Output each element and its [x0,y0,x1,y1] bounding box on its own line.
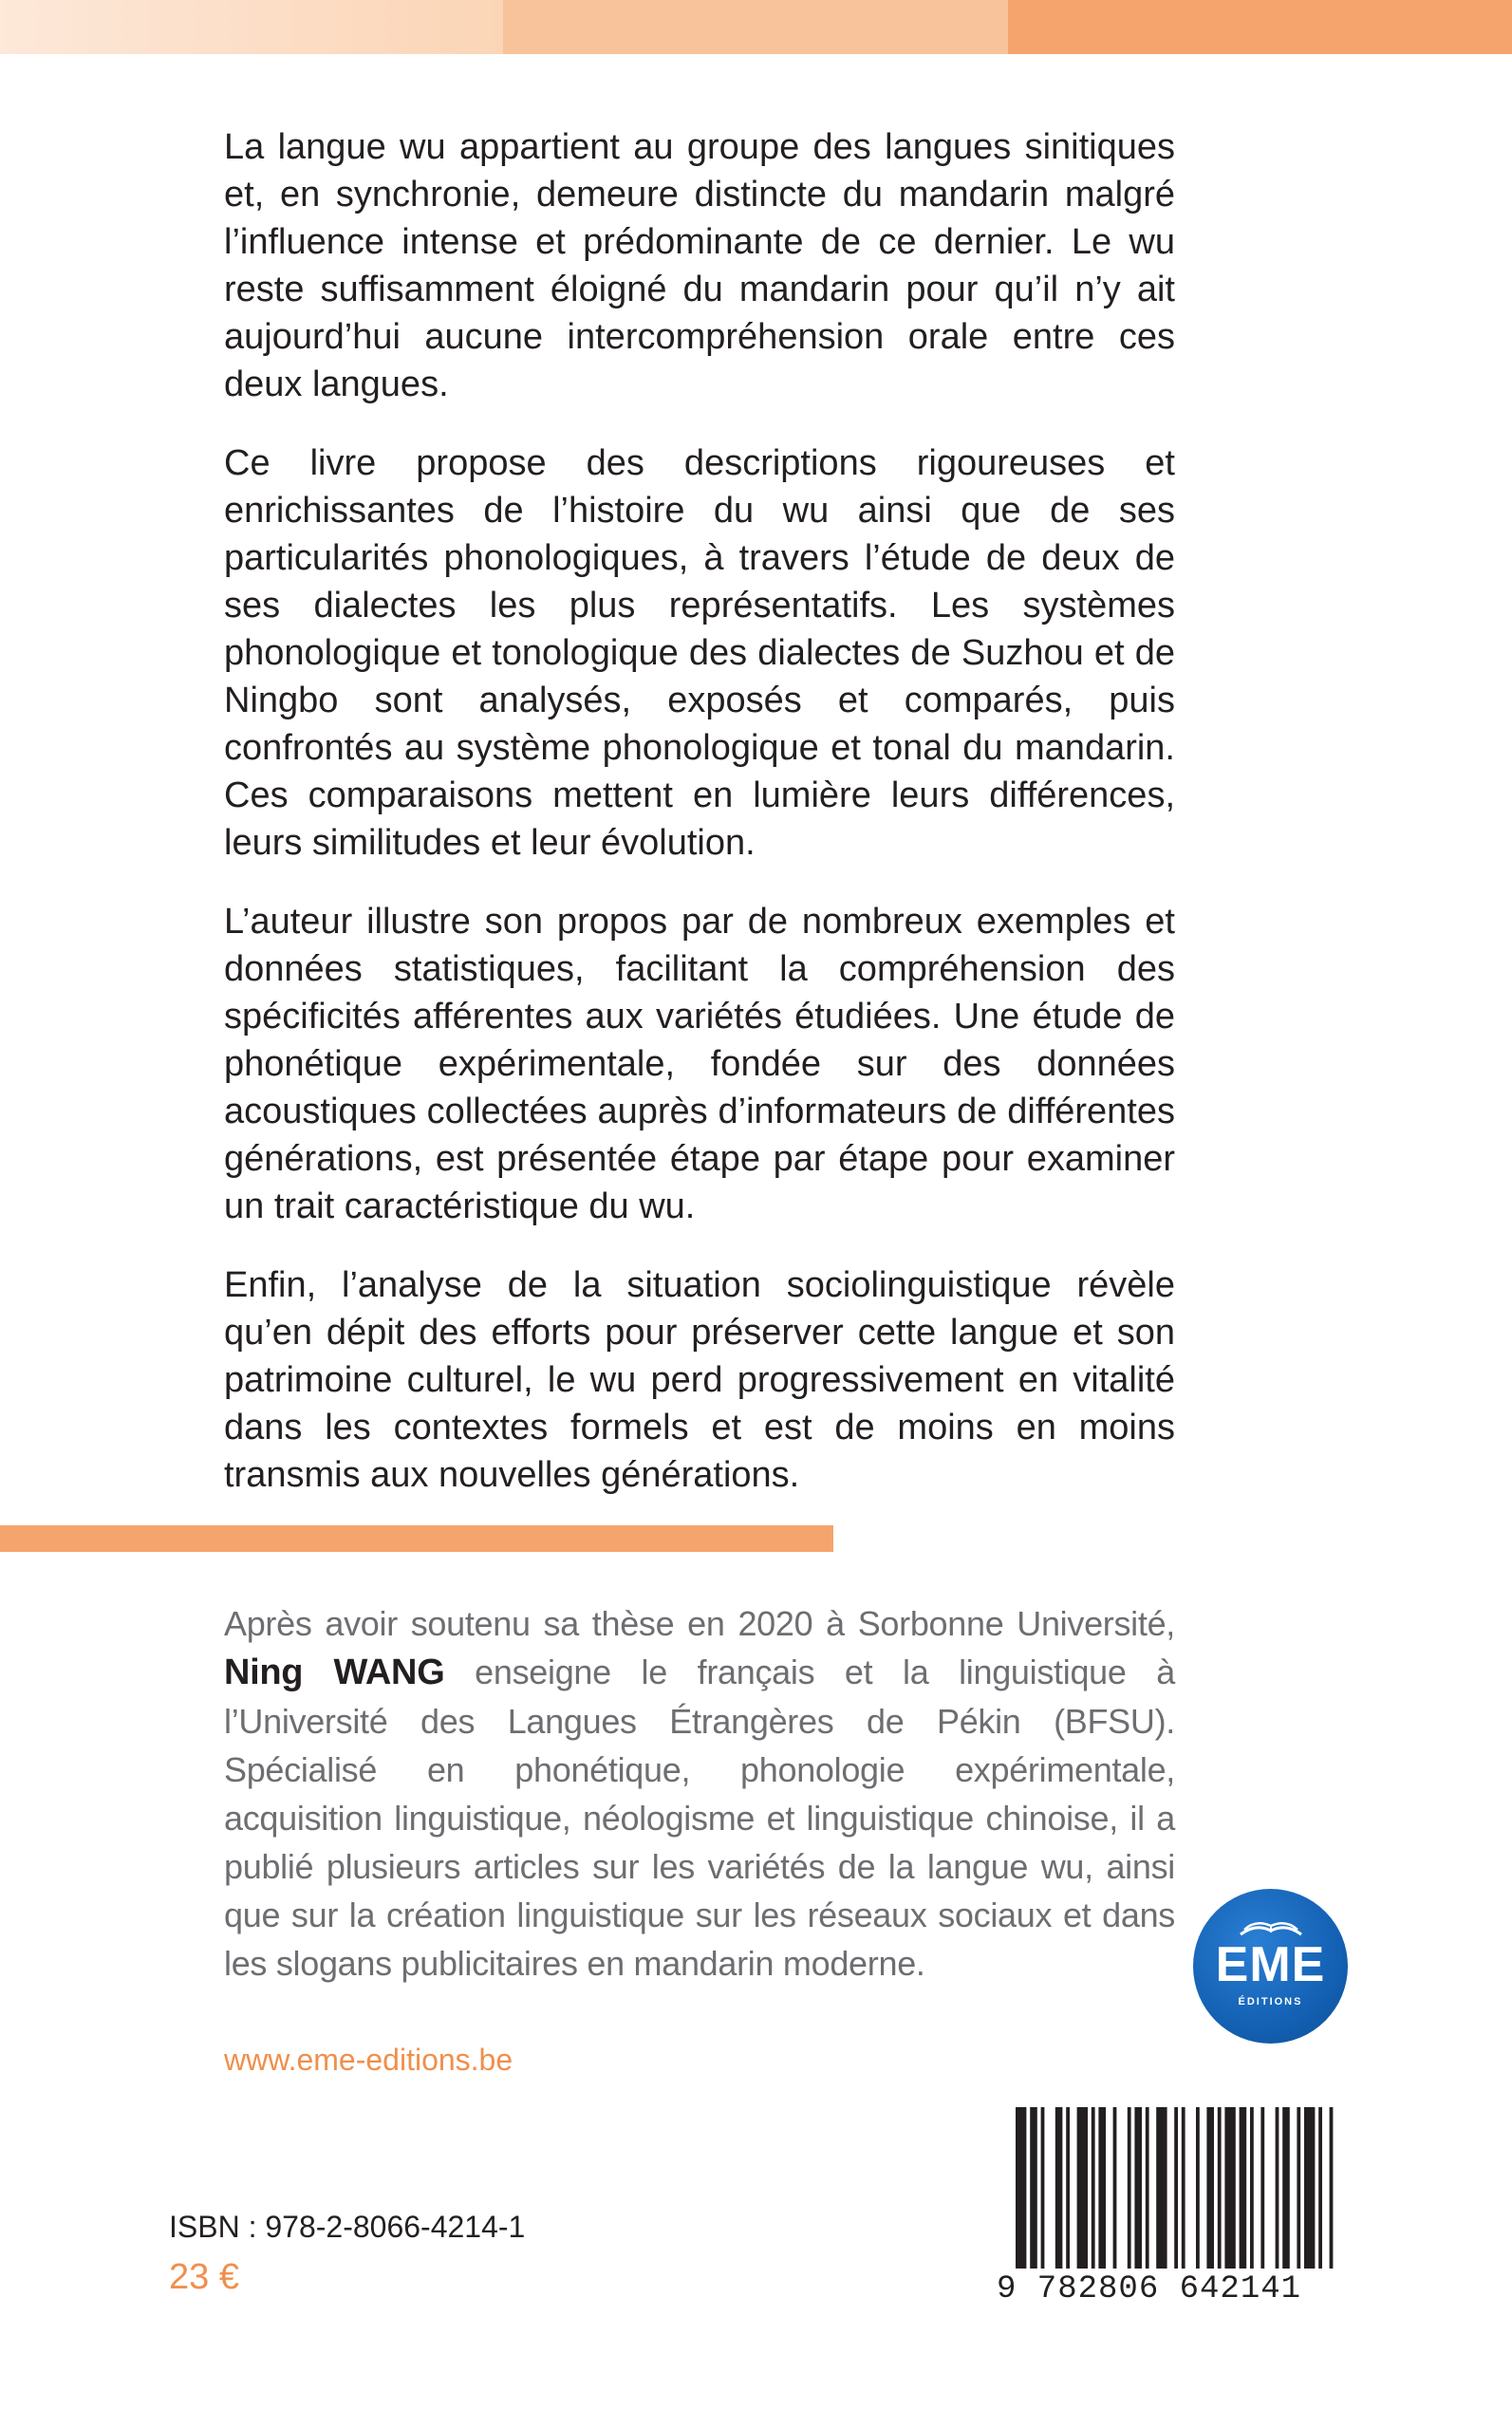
price: 23 € [169,2257,239,2297]
barcode-bar [1092,2107,1095,2269]
bio-intro: Après avoir soutenu sa thèse en 2020 à Sorbonne Université, [224,1604,1175,1643]
barcode-digits: 9 782806 642141 [997,2271,1302,2307]
back-cover-blurb [224,123,1175,1530]
top-band-segment-dark [1008,0,1512,54]
barcode-bar [1330,2107,1334,2269]
blurb-paragraph-2: Ce livre propose des descriptions rigoureuses et enrichissantes de l’histoire du wu ainsi que de ses particularités phonologiques, à travers l’étude de deux de ses dialectes les plus représentatifs. Les systèmes phonologique et tonologique des dialectes de Suzhou et de Ningbo sont analysés, exposés et comparés, puis confrontés au système phonologique et tonal du mandarin. Ces comparaisons mettent en lumière leurs différences, leurs similitudes et leur évolution. [224,443,1175,863]
blurb-paragraph-1: La langue wu appartient au groupe des langues sinitiques et, en synchronie, demeure distincte du mandarin malgré l’influence intense et prédominante de ce dernier. Le wu reste suffisamment éloigné du mandarin pour qu’il n’y ait aujourd’hui aucune intercompréhension orale entre ces deux langues. [224,127,1175,404]
barcode-bar [1134,2107,1142,2269]
barcode-bar [1206,2107,1214,2269]
barcode-bar [1182,2107,1185,2269]
barcode-bar [1250,2107,1254,2269]
publisher-website-link[interactable]: www.eme-editions.be [224,2043,513,2077]
barcode-bar [1128,2107,1131,2269]
barcode-bar [1282,2107,1290,2269]
section-divider [0,1525,833,1552]
publisher-logo [1193,1889,1348,2044]
blurb-paragraph-3: L’auteur illustre son propos par de nombreux exemples et données statistiques, facilitant la compréhension des spécificités afférentes aux variétés étudiées. Une étude de phonétique expérimentale, fondée sur des données acoustiques collectées auprès d’informateurs de différentes générations, est présentée étape par étape pour examiner un trait caractéristique du wu. [224,902,1175,1226]
logo-name: EME [1215,1937,1326,1992]
barcode-bar [1304,2107,1315,2269]
open-book-icon [1239,1915,1303,1938]
barcode-bar [1260,2107,1264,2269]
blurb-paragraph-4: Enfin, l’analyse de la situation sociolinguistique révèle qu’en dépit des efforts pour préserver cette langue et son patrimoine culturel, le wu perd progressivement en vitalité dans les contextes formels et est de moins en moins transmis aux nouvelles générations. [224,1265,1175,1495]
barcode-bar [1030,2107,1037,2269]
barcode-bar [1146,2107,1149,2269]
barcode-bar [1224,2107,1235,2269]
top-color-band [0,0,1512,54]
barcode-bars [1008,2107,1342,2269]
barcode-bar [1055,2107,1063,2269]
barcode-bar [1066,2107,1070,2269]
logo-subtitle: ÉDITIONS [1238,1996,1303,2008]
barcode-bar [1156,2107,1167,2269]
barcode-bar [1174,2107,1178,2269]
top-band-segment-light [0,0,503,54]
isbn-number: ISBN : 978-2-8066-4214-1 [169,2210,526,2244]
barcode-bar [1196,2107,1200,2269]
barcode-bar [1240,2107,1247,2269]
barcode-bar [1041,2107,1045,2269]
barcode-bar [1077,2107,1088,2269]
bio-text: enseigne le français et la linguistique à l’Université des Langues Étrangères de Pékin (BFSU). Spécialisé en phonétique, phonologie expérimentale, acquisition linguistique, néologisme et linguistique chinoise, il a publié plusieurs articles sur les variétés de la langue wu, ainsi que sur la création linguistique sur les réseaux sociaux et dans les slogans publicitaires en mandarin moderne. [224,1653,1176,1983]
barcode-bar [1318,2107,1322,2269]
barcode-bar [1218,2107,1222,2269]
barcode-bar [1297,2107,1300,2269]
barcode-bar [1113,2107,1117,2269]
barcode-bar [1098,2107,1106,2269]
author-name: Ning WANG [224,1653,445,1692]
barcode-bar [1276,2107,1279,2269]
barcode-bar [1016,2107,1026,2269]
author-bio [224,1599,1175,1988]
top-band-segment-mid [503,0,1008,54]
